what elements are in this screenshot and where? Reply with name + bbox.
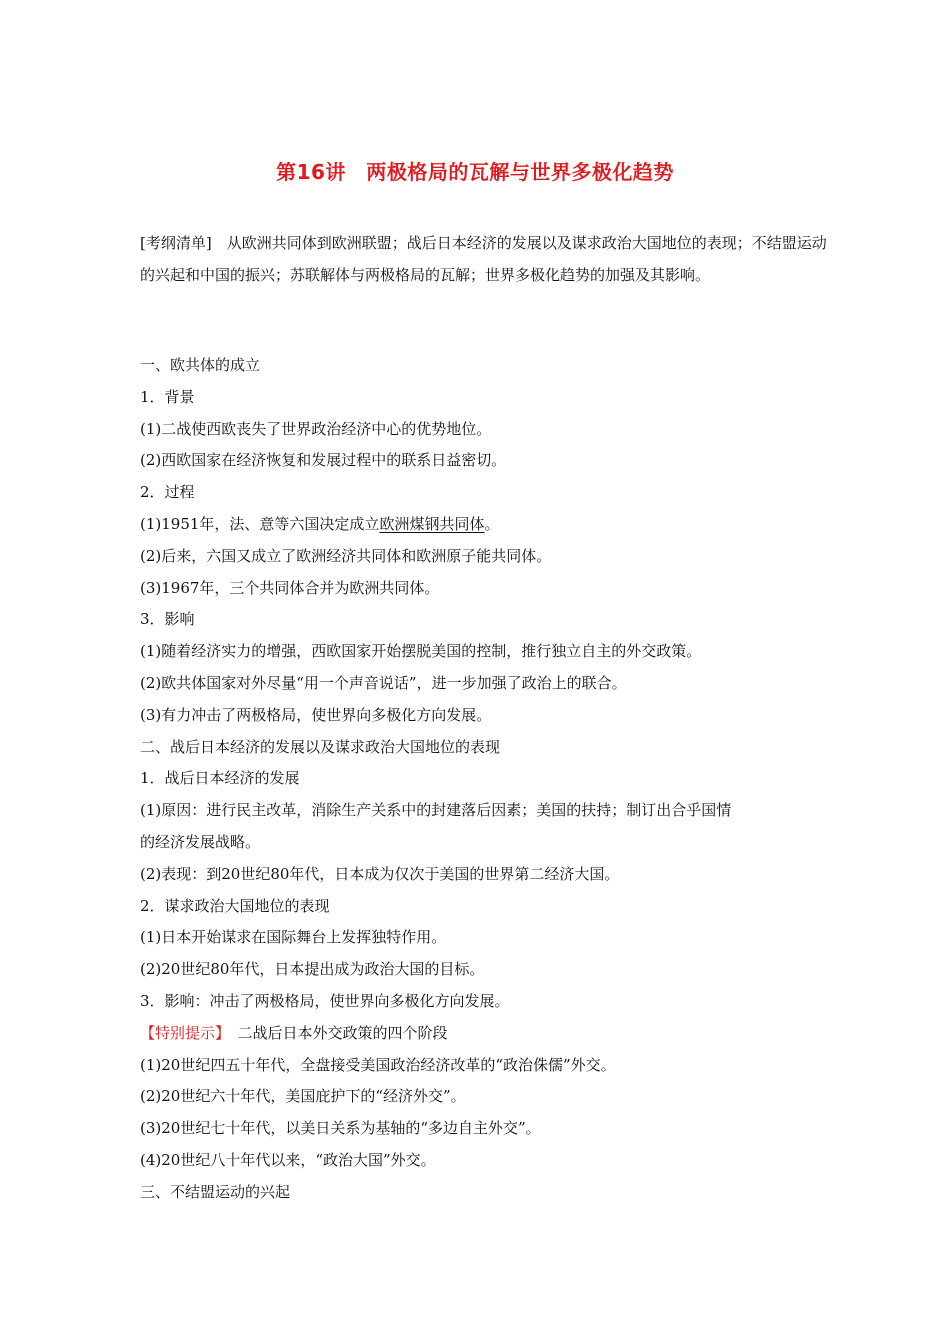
special-tip-line bbox=[140, 1018, 830, 1050]
underlined-term: 欧洲煤钢共同体 bbox=[379, 514, 485, 533]
subheading-impact: 3．影响 bbox=[140, 610, 195, 629]
text-line: (3)有力冲击了两极格局，使世界向多极化方向发展。 bbox=[140, 705, 492, 724]
text-line: (1)随着经济实力的增强，西欧国家开始摆脱美国的控制，推行独立自主的外交政策。 bbox=[140, 642, 702, 661]
text-line: (2)20世纪六十年代，美国庇护下的“经济外交”。 bbox=[140, 1087, 466, 1106]
text-segment: 。 bbox=[484, 514, 500, 533]
heading-section-1: 一、欧共体的成立 bbox=[140, 356, 261, 374]
special-tip-label: 【特别提示】 bbox=[140, 1023, 223, 1042]
text-line: (2)欧共体国家对外尽量“用一个声音说话”，进一步加强了政治上的联合。 bbox=[140, 673, 627, 692]
heading-section-2: 二、战后日本经济的发展以及谋求政治大国地位的表现 bbox=[140, 737, 501, 756]
syllabus-tag: [考纲清单] bbox=[140, 234, 212, 252]
text-line: (1)二战使西欧丧失了世界政治经济中心的优势地位。 bbox=[140, 419, 492, 438]
subheading-process: 2．过程 bbox=[140, 483, 195, 502]
text-line: (3)20世纪七十年代，以美日关系为基轴的“多边自主外交”。 bbox=[140, 1119, 541, 1138]
text-segment: (1)1951年，法、意等六国决定成立 bbox=[140, 514, 380, 533]
text-line-ecsc bbox=[140, 509, 830, 541]
text-line: 3．影响：冲击了两极格局，使世界向多极化方向发展。 bbox=[140, 991, 510, 1010]
syllabus-text: 从欧洲共同体到欧洲联盟；战后日本经济的发展以及谋求政治大国地位的表现；不结盟运动的兴起和中国的振兴；苏联解体与两极格局的瓦解；世界多极化趋势的加强及其影响。 bbox=[140, 234, 827, 284]
text-line: (2)后来，六国又成立了欧洲经济共同体和欧洲原子能共同体。 bbox=[140, 546, 552, 565]
syllabus-outline bbox=[140, 227, 830, 291]
text-line: (4)20世纪八十年代以来，“政治大国”外交。 bbox=[140, 1150, 436, 1169]
subheading-japan-economy: 1．战后日本经济的发展 bbox=[140, 769, 300, 788]
text-line: (2)表现：到20世纪80年代，日本成为仅次于美国的世界第二经济大国。 bbox=[140, 864, 620, 883]
heading-section-3: 三、不结盟运动的兴起 bbox=[140, 1182, 291, 1201]
text-line: 的经济发展战略。 bbox=[140, 832, 261, 851]
text-line: (1)日本开始谋求在国际舞台上发挥独特作用。 bbox=[140, 928, 447, 947]
text-line: (3)1967年，三个共同体合并为欧洲共同体。 bbox=[140, 578, 440, 597]
subheading-background: 1．背景 bbox=[140, 387, 195, 406]
text-line: (1)20世纪四五十年代，全盘接受美国政治经济改革的“政治侏儒”外交。 bbox=[140, 1055, 616, 1074]
text-line: (2)20世纪80年代，日本提出成为政治大国的目标。 bbox=[140, 960, 485, 979]
text-line: (1)原因：进行民主改革，消除生产关系中的封建落后因素；美国的扶持；制订出合乎国情 bbox=[140, 801, 732, 820]
text-line: (2)西欧国家在经济恢复和发展过程中的联系日益密切。 bbox=[140, 451, 507, 470]
special-tip-text: 二战后日本外交政策的四个阶段 bbox=[222, 1023, 448, 1042]
lesson-body bbox=[140, 350, 830, 1209]
lesson-title: 第16讲 两极格局的瓦解与世界多极化趋势 bbox=[276, 160, 674, 184]
subheading-political-power: 2．谋求政治大国地位的表现 bbox=[140, 896, 330, 915]
